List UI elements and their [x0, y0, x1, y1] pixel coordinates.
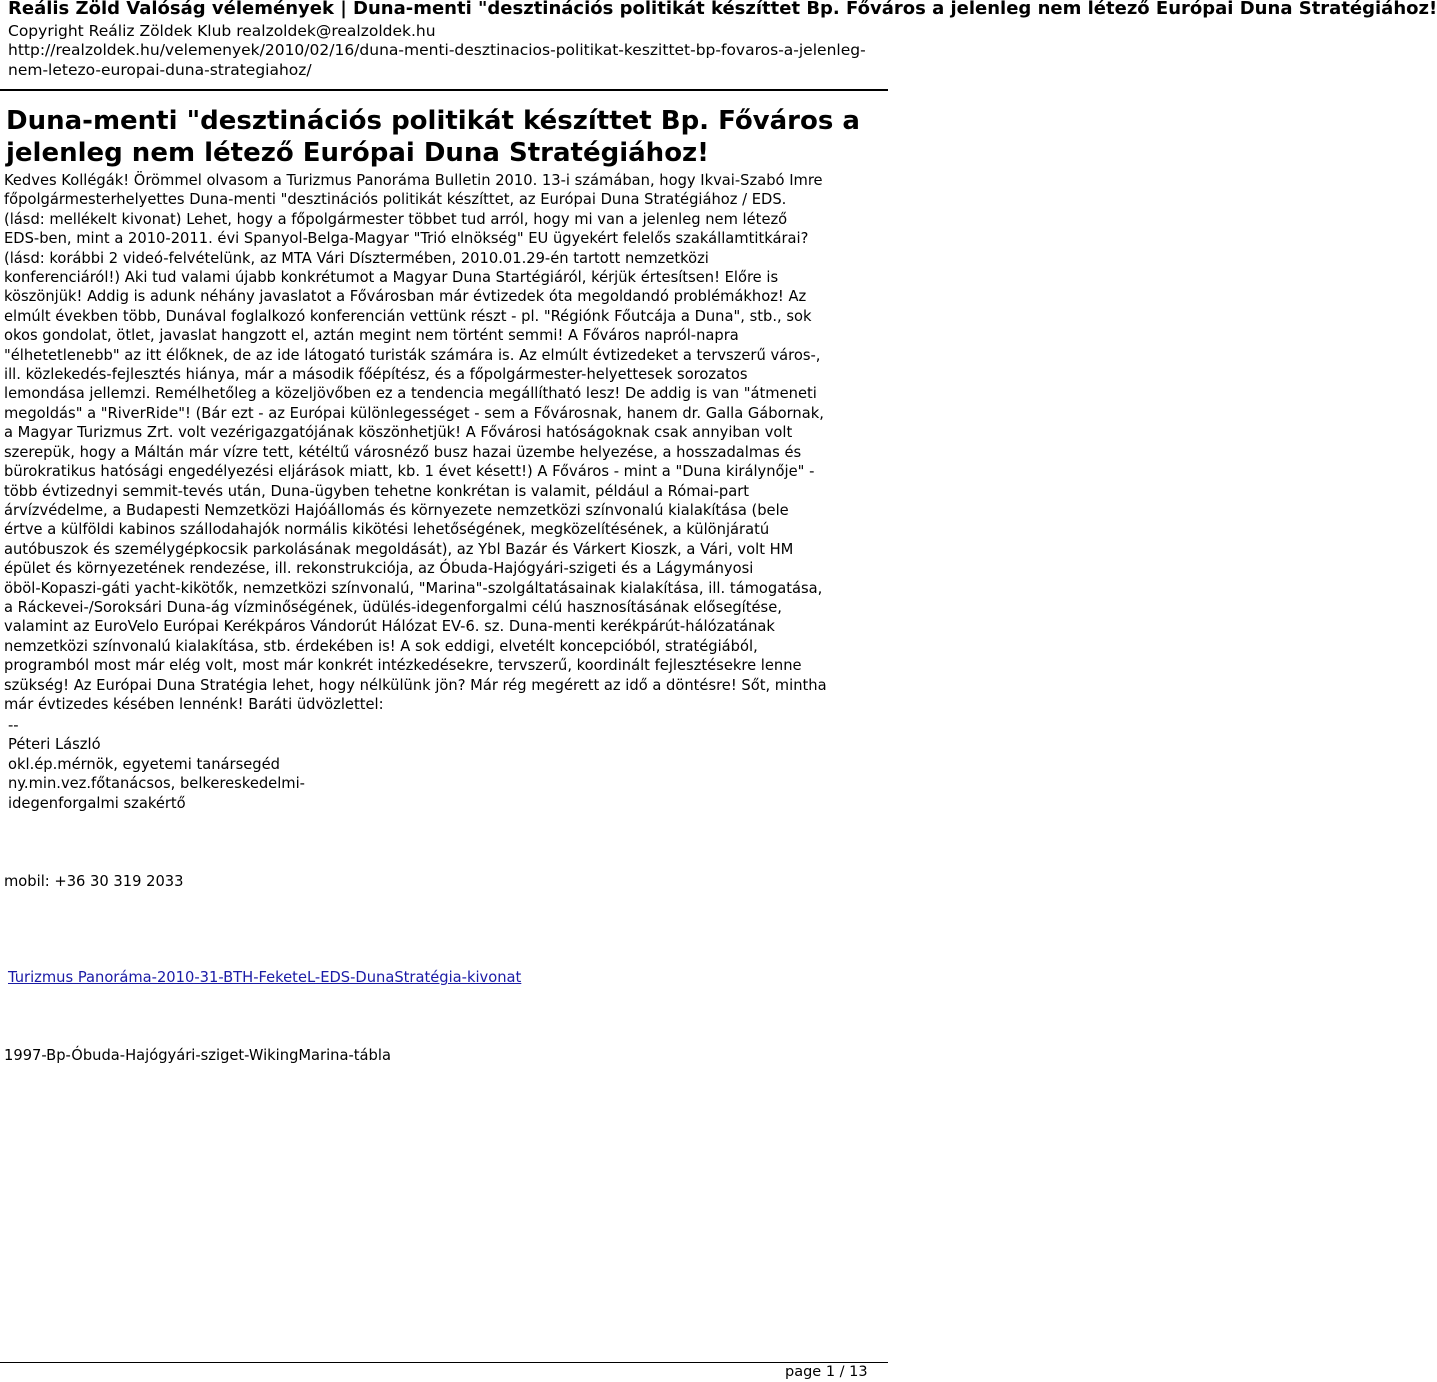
body-line: már évtizedes késében lennénk! Baráti üdvözlettel:: [4, 695, 384, 713]
footer-divider: [0, 1362, 888, 1363]
header-divider: [0, 89, 888, 91]
body-line: köszönjük! Addig is adunk néhány javaslatot a Fővárosban már évtizedek óta megoldandó problémákhoz! Az: [4, 288, 807, 306]
signature-block: [8, 716, 305, 813]
body-line: "élhetetlenebb" az itt élőknek, de az ide látogató turisták számára is. Az elmúlt évtizedeket a tervszerű város-,: [4, 346, 821, 364]
article-title: [6, 105, 906, 169]
body-line: konferenciáról!) Aki tud valami újabb konkrétumot a Magyar Duna Startégiáról, kérjük értesítsen! Előre is: [4, 269, 779, 287]
article-title-line: jelenleg nem létező Európai Duna Stratégiához!: [6, 138, 710, 168]
body-line: (lásd: korábbi 2 videó-felvételünk, az MTA Vári Dísztermében, 2010.01.29-én tartott nemzetközi: [4, 249, 709, 267]
body-line: épület és környezetének rendezése, ill. rekonstrukciója, az Óbuda-Hajógyári-szigeti és a Lágymányosi: [4, 560, 754, 578]
body-line: (lásd: mellékelt kivonat) Lehet, hogy a főpolgármester többet tud arról, hogy mi van a jelenleg nem létező: [4, 210, 788, 228]
article-body: [4, 171, 954, 714]
body-line: a Magyar Turizmus Zrt. volt vezérigazgatójának köszönhetjük! A Fővárosi hatóságoknak csak annyiban volt: [4, 424, 793, 442]
mobile-number: mobil: +36 30 319 2033: [4, 873, 184, 890]
body-line: bürokratikus hatósági engedélyezési eljárások miatt, kb. 1 évet késett!) A Főváros - mint a "Duna királynője" -: [4, 463, 815, 481]
body-line: EDS-ben, mint a 2010-2011. évi Spanyol-Belga-Magyar "Trió elnökség" EU ügyekért felelős szakállamtitkárai?: [4, 230, 809, 248]
attachment-link[interactable]: Turizmus Panoráma-2010-31-BTH-FeketeL-EDS-DunaStratégia-kivonat: [8, 969, 522, 986]
body-line: autóbuszok és személygépkocsik parkolásának megoldását), az Ybl Bazár és Várkert Kioszk, a Vári, volt HM: [4, 540, 794, 558]
body-line: árvízvédelme, a Budapesti Nemzetközi Hajóállomás és környezete nemzetközi színvonalú kialakítása (bele: [4, 501, 789, 519]
body-line: valamint az EuroVelo Európai Kerékpáros Vándorút Hálózat EV-6. sz. Duna-menti kerékpárút-hálózatának: [4, 618, 775, 636]
body-line: értve a külföldi kabinos szállodahajók normális kikötési lehetőségének, megközelítésének, a különjáratú: [4, 521, 770, 539]
body-line: ill. közlekedés-fejlesztés hiánya, már a második főépítész, és a főpolgármester-helyettesek sorozatos: [4, 366, 748, 384]
signature-line: ny.min.vez.főtanácsos, belkereskedelmi-: [8, 775, 305, 793]
article-title-line: Duna-menti "desztinációs politikát készíttet Bp. Főváros a: [6, 106, 860, 136]
signature-line: Péteri László: [8, 736, 101, 754]
signature-line: okl.ép.mérnök, egyetemi tanársegéd: [8, 755, 280, 773]
page-number: page 1 / 13: [785, 1364, 868, 1380]
body-line: nemzetközi színvonalú kialakítása, stb. érdekében is! A sok eddigi, elvetélt koncepcióból, stratégiából,: [4, 637, 758, 655]
body-line: főpolgármesterhelyettes Duna-menti "desztinációs politikát készíttet, az Európai Duna Stratégiához / EDS.: [4, 191, 787, 209]
body-line: öböl-Kopaszi-gáti yacht-kikötők, nemzetközi színvonalú, "Marina"-szolgáltatásainak kialakítása, ill. támogatása,: [4, 579, 823, 597]
body-line: szükség! Az Európai Duna Stratégia lehet, hogy nélkülünk jön? Már rég megérett az idő a döntésre! Sőt, mintha: [4, 676, 827, 694]
body-line: elmúlt években több, Dunával foglalkozó konferencián vettünk részt - pl. "Régiónk Főutcája a Duna", stb., sok: [4, 307, 812, 325]
body-line: a Ráckevei-/Soroksári Duna-ág vízminőségének, üdülés-idegenforgalmi célú hasznosításának elősegítése,: [4, 598, 782, 616]
body-line: több évtizednyi semmit-tevés után, Duna-ügyben tehetne konkrétan is valamit, például a Római-part: [4, 482, 750, 500]
body-line: lemondása jellemzi. Remélhetőleg a közeljövőben ez a tendencia megállítható lesz! De addig is van "átmeneti: [4, 385, 817, 403]
body-line: szerepük, hogy a Máltán már vízre tett, kétéltű városnéző busz hazai üzembe helyezése, a hosszadalmas és: [4, 443, 802, 461]
site-title: Reális Zöld Valóság vélemények | Duna-menti "desztinációs politikát készíttet Bp. Főváros a jelenleg nem létező Európai Duna Stratégiához!: [8, 0, 1437, 19]
attachment-caption: 1997-Bp-Óbuda-Hajógyári-sziget-WikingMarina-tábla: [4, 1047, 391, 1064]
copyright-line: Copyright Reáliz Zöldek Klub realzoldek@realzoldek.hu: [8, 22, 436, 40]
body-line: programból most már elég volt, most már konkrét intézkedésekre, tervszerű, koordinált fejlesztésekre lenne: [4, 657, 802, 675]
body-line: okos gondolat, ötlet, javaslat hangzott el, aztán megint nem történt semmi! A Főváros napról-napra: [4, 327, 739, 345]
source-url: http://realzoldek.hu/velemenyek/2010/02/16/duna-menti-desztinacios-politikat-keszittet-bp-fovaros-a-jelenleg-nem-letezo-europai-duna-strategiahoz/: [8, 41, 866, 79]
signature-line: idegenforgalmi szakértő: [8, 794, 186, 812]
body-line: megoldás" a "RiverRide"! (Bár ezt - az Európai különlegességet - sem a Fővárosnak, hanem dr. Galla Gábornak,: [4, 404, 824, 422]
signature-line: --: [8, 717, 19, 734]
body-line: Kedves Kollégák! Örömmel olvasom a Turizmus Panoráma Bulletin 2010. 13-i számában, hogy Ikvai-Szabó Imre: [4, 172, 823, 189]
